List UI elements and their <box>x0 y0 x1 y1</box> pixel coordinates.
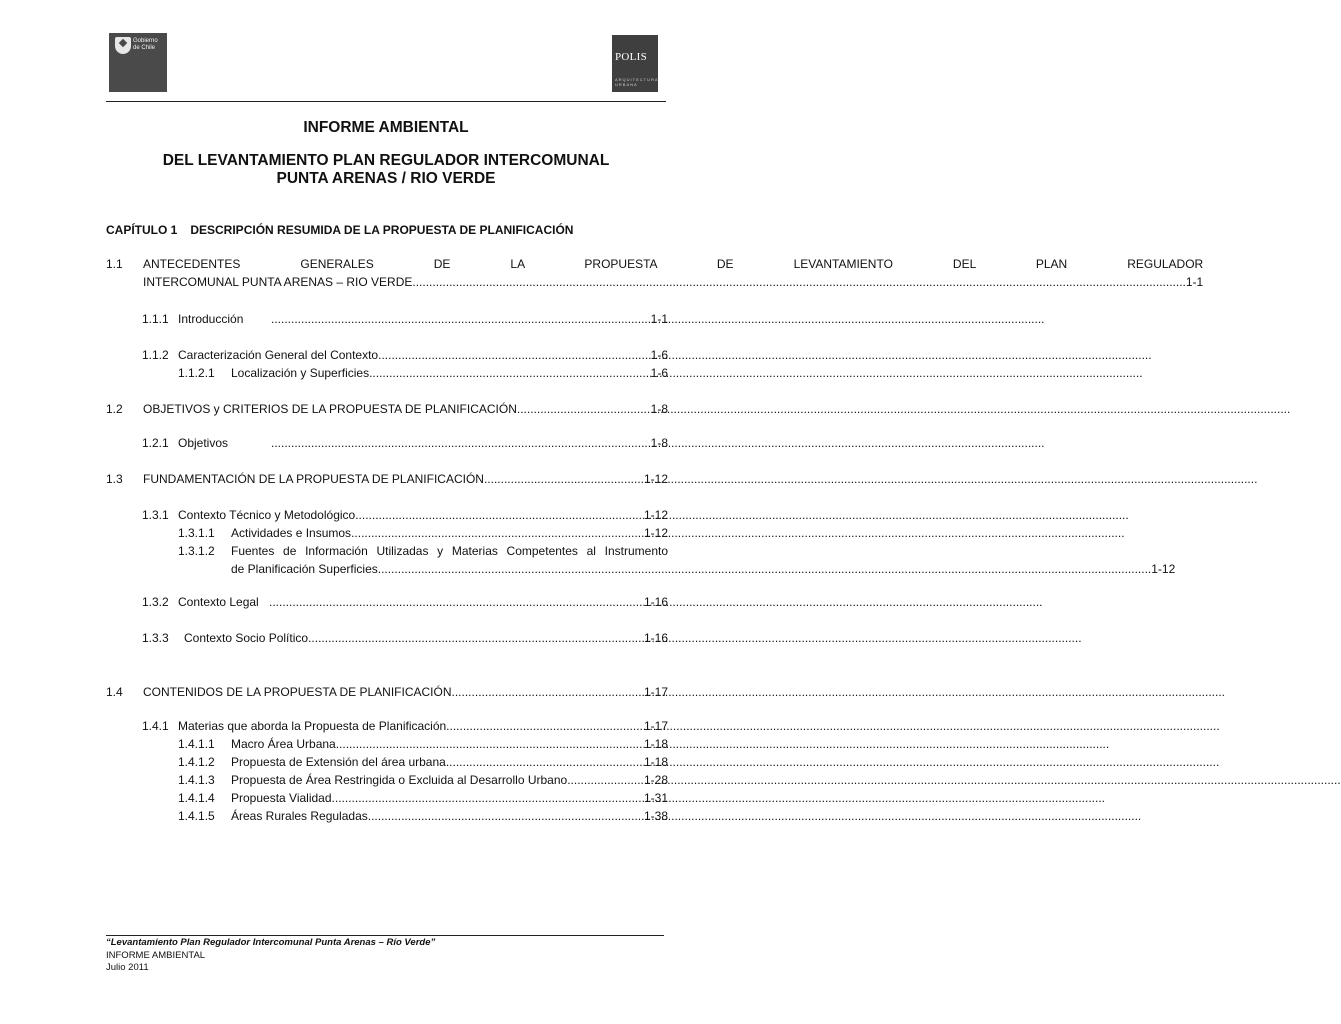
toc-number: 1.3.2 <box>142 595 169 609</box>
toc-entry-1-3[interactable] <box>106 470 668 488</box>
toc-page: 1-8 <box>650 402 668 416</box>
toc-entry-1-1[interactable] <box>106 255 1204 291</box>
toc-label: Macro Área Urbana <box>231 737 336 751</box>
polis-logo <box>612 35 658 92</box>
toc-number: 1.4.1.1 <box>178 737 215 751</box>
toc-label: Contexto Técnico y Metodológico <box>178 508 356 522</box>
toc-entry-1-1-2-1[interactable] <box>178 364 668 382</box>
toc-page: 1-16 <box>643 595 668 609</box>
toc-page: 1-12 <box>643 472 668 486</box>
toc-number: 1.3.1.1 <box>178 526 215 540</box>
toc-entry-1-4-1-5[interactable] <box>178 807 668 825</box>
gobierno-de-chile-logo <box>109 33 167 92</box>
toc-label: Contexto Legal <box>178 595 259 609</box>
toc-entry-1-3-1-1[interactable] <box>178 524 668 542</box>
toc-page: 1-8 <box>650 436 668 450</box>
chapter-title: DESCRIPCIÓN RESUMIDA DE LA PROPUESTA DE PLANIFICACIÓN <box>190 223 574 237</box>
toc-entry-1-2[interactable] <box>106 400 668 418</box>
footer-project-title: “Levantamiento Plan Regulador Intercomunal Punta Arenas – Río Verde” <box>106 937 436 948</box>
footer-report-name: INFORME AMBIENTAL <box>106 949 206 961</box>
toc-entry-1-2-1[interactable] <box>142 434 668 452</box>
header-rule <box>106 101 666 102</box>
toc-number: 1.3.3 <box>142 631 169 645</box>
polis-logo-subtext: ARQUITECTURA URBANA <box>615 77 659 87</box>
page-subtitle-line1: DEL LEVANTAMIENTO PLAN REGULADOR INTERCOMUNAL <box>162 152 610 169</box>
toc-number: 1.1 <box>106 257 123 271</box>
toc-label-line2: de Planificación Superficies <box>231 562 378 576</box>
toc-page: 1-17 <box>643 719 668 733</box>
toc-entry-1-4-1-4[interactable] <box>178 789 668 807</box>
toc-label-line2: INTERCOMUNAL PUNTA ARENAS – RIO VERDE <box>143 275 413 289</box>
toc-number: 1.4 <box>106 685 123 699</box>
toc-label: Áreas Rurales Reguladas <box>231 809 368 823</box>
toc-number: 1.4.1.2 <box>178 755 215 769</box>
toc-label: FUNDAMENTACIÓN DE LA PROPUESTA DE PLANIFICACIÓN <box>143 472 484 486</box>
toc-entry-1-1-1[interactable] <box>142 310 668 328</box>
page-footer <box>106 937 435 975</box>
toc-entry-1-4-1-1[interactable] <box>178 735 668 753</box>
toc-number: 1.2 <box>106 402 123 416</box>
toc-page: 1-38 <box>643 809 668 823</box>
toc-label: Contexto Socio Político <box>184 631 309 645</box>
toc-number: 1.4.1.5 <box>178 809 215 823</box>
toc-label: Introducción <box>178 312 244 326</box>
toc-entry-1-4-1[interactable] <box>142 717 668 735</box>
toc-number: 1.1.2 <box>142 348 169 362</box>
toc-page: 1-16 <box>643 631 668 645</box>
toc-page: 1-17 <box>643 685 668 699</box>
toc-number: 1.4.1 <box>142 719 169 733</box>
toc-number: 1.3.1 <box>142 508 169 522</box>
polis-logo-text: POLIS <box>615 51 648 63</box>
toc-entry-1-4-1-2[interactable] <box>178 753 668 771</box>
toc-number: 1.1.1 <box>142 312 169 326</box>
toc-page: 1-18 <box>643 755 668 769</box>
toc-label: Caracterización General del Contexto <box>178 348 379 362</box>
toc-page: 1-6 <box>650 348 668 362</box>
toc-page: 1-1 <box>1185 275 1204 289</box>
footer-rule <box>106 935 664 936</box>
toc-number: 1.1.2.1 <box>178 366 215 380</box>
toc-page: 1-12 <box>643 526 668 540</box>
toc-label-line1: Fuentes de Información Utilizadas y Materias Competentes al Instrumento <box>231 544 668 558</box>
toc-entry-1-3-2[interactable] <box>142 593 668 611</box>
toc-entry-1-4-1-3[interactable] <box>178 771 668 789</box>
chapter-number: CAPÍTULO 1 <box>106 223 178 237</box>
toc-number: 1.4.1.3 <box>178 773 215 787</box>
toc-number: 1.3 <box>106 472 123 486</box>
toc-label: Propuesta Vialidad <box>231 791 332 805</box>
toc-label: Actividades e Insumos <box>231 526 352 540</box>
footer-date: Julio 2011 <box>106 962 149 973</box>
page-title: INFORME AMBIENTAL <box>303 119 469 136</box>
toc-label: OBJETIVOS y CRITERIOS DE LA PROPUESTA DE PLANIFICACIÓN <box>143 402 517 416</box>
toc-entry-1-4[interactable] <box>106 683 668 701</box>
coat-of-arms-icon <box>115 37 131 54</box>
toc-label: Propuesta de Extensión del área urbana <box>231 755 446 769</box>
toc-page: 1-28 <box>643 773 668 787</box>
toc-label: Localización y Superficies <box>231 366 370 380</box>
toc-page: 1-12 <box>643 508 668 522</box>
logo-left-text: Gobierno de Chile <box>133 38 158 51</box>
toc-entry-1-3-3[interactable] <box>142 629 668 647</box>
toc-number: 1.2.1 <box>142 436 169 450</box>
toc-label: Materias que aborda la Propuesta de Planificación <box>178 719 447 733</box>
toc-page: 1-31 <box>643 791 668 805</box>
toc-entry-1-1-2[interactable] <box>142 346 668 364</box>
toc-number: 1.3.1.2 <box>178 544 215 558</box>
page-subtitle-line2: PUNTA ARENAS / RIO VERDE <box>276 170 496 187</box>
toc-page: 1-12 <box>1151 562 1176 576</box>
toc-page: 1-6 <box>650 366 668 380</box>
toc-number: 1.4.1.4 <box>178 791 215 805</box>
toc-label-line1: ANTECEDENTES GENERALES DE LA PROPUESTA DE LEVANTAMIENTO DEL PLAN REGULADOR <box>143 257 1204 271</box>
toc-label: CONTENIDOS DE LA PROPUESTA DE PLANIFICACIÓN <box>143 685 452 699</box>
toc-entry-1-3-1[interactable] <box>142 506 668 524</box>
chapter-heading <box>106 223 573 237</box>
toc-page: 1-18 <box>643 737 668 751</box>
toc-entry-1-3-1-2[interactable] <box>178 542 1176 578</box>
toc-page: 1-1 <box>650 312 668 326</box>
toc-label: Objetivos <box>178 436 229 450</box>
toc-label: Propuesta de Área Restringida o Excluida al Desarrollo Urbano <box>231 773 568 787</box>
